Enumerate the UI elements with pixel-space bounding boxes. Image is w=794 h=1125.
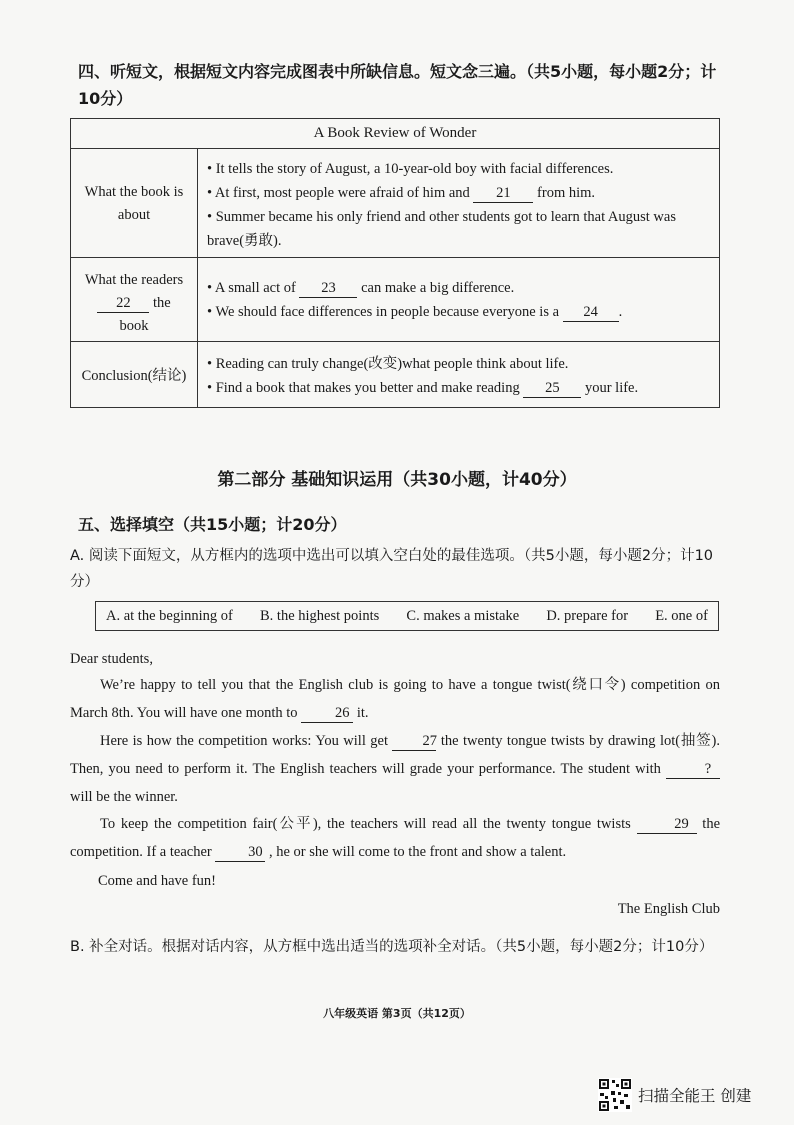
paragraph-text: To keep the competition fair(公平), the teachers will read all the twenty tongue twists bbox=[100, 816, 637, 832]
bullet-text: • Find a book that makes you better and make reading bbox=[207, 380, 524, 396]
bullet-text: from him. bbox=[533, 185, 596, 201]
blank-28[interactable]: ? bbox=[666, 761, 720, 779]
paragraph-text: Here is how the competition works: You will get bbox=[100, 733, 393, 749]
bullet-reading-change: • Reading can truly change(改变)what people think about life. bbox=[207, 356, 569, 372]
blank-23[interactable]: 23 bbox=[299, 280, 357, 298]
bullet-text: your life. bbox=[581, 380, 639, 396]
section-b-instruction: B. 补全对话。根据对话内容，从方框中选出适当的选项补全对话。（共5小题，每小题2分；计10分） bbox=[70, 939, 714, 955]
option-b[interactable]: B. the highest points bbox=[260, 607, 380, 624]
qr-code-icon bbox=[598, 1078, 632, 1112]
row-content-about bbox=[207, 157, 713, 253]
blank-22[interactable]: 22 bbox=[97, 295, 149, 313]
bullet-text: can make a big difference. bbox=[357, 280, 515, 296]
book-review-table bbox=[70, 118, 720, 408]
row-content-readers bbox=[207, 276, 713, 324]
bullet-text: . bbox=[618, 304, 623, 320]
blank-21[interactable]: 21 bbox=[473, 185, 533, 203]
row-content-conclusion bbox=[207, 352, 713, 400]
bullet-text: • We should face differences in people because everyone is a bbox=[207, 304, 563, 320]
bullet-find-book bbox=[207, 376, 713, 400]
table-divider bbox=[71, 257, 719, 258]
bullet-text: • A small act of bbox=[207, 280, 300, 296]
blank-25[interactable]: 25 bbox=[523, 380, 581, 398]
bullet-summer: • Summer became his only friend and other students got to learn that August was brave(勇敢). bbox=[207, 209, 676, 249]
paragraph-text: the competition. If a teacher bbox=[70, 816, 721, 860]
letter-paragraph-3 bbox=[70, 810, 720, 866]
paragraph-text: , he or she will come to the front and show a talent. bbox=[265, 844, 567, 860]
blank-26[interactable]: 26 bbox=[301, 705, 353, 723]
watermark-text: 扫描全能王 创建 bbox=[638, 1087, 752, 1105]
table-divider bbox=[71, 148, 719, 149]
page-footer: 八年级英语 第3页（共12页） bbox=[323, 1007, 471, 1020]
options-box bbox=[95, 601, 719, 631]
review-table-title: A Book Review of Wonder bbox=[313, 125, 477, 141]
section-a-instruction: A. 阅读下面短文，从方框内的选项中选出可以填入空白处的最佳选项。（共5小题，每小题2分；计10分） bbox=[70, 548, 714, 590]
blank-29[interactable]: 29 bbox=[637, 816, 697, 834]
letter-paragraph-1 bbox=[70, 671, 720, 727]
blank-27[interactable]: 27 bbox=[392, 733, 436, 751]
table-divider bbox=[71, 341, 719, 342]
row-label-conclusion: Conclusion(结论) bbox=[81, 368, 187, 384]
table-column-divider bbox=[197, 148, 198, 407]
letter-greeting: Dear students, bbox=[70, 651, 153, 667]
bullet-story: • It tells the story of August, a 10-year-old boy with facial differences. bbox=[207, 161, 614, 177]
option-c[interactable]: C. makes a mistake bbox=[406, 607, 520, 624]
option-e[interactable]: E. one of bbox=[655, 607, 708, 624]
option-d[interactable]: D. prepare for bbox=[546, 607, 629, 624]
paragraph-text: We’re happy to tell you that the English club is going to have a tongue twist(绕口令) competition on March 8th. You will have one month to bbox=[70, 677, 720, 721]
bullet-small-act bbox=[207, 276, 713, 300]
paragraph-text: the twenty tongue twists by drawing lot(抽签). Then, you need to perform it. The English teachers will grade your performance. The student with bbox=[70, 733, 720, 777]
paragraph-text: it. bbox=[353, 705, 369, 721]
blank-24[interactable]: 24 bbox=[563, 304, 619, 322]
label-text: book bbox=[119, 318, 149, 334]
bullet-text: • At first, most people were afraid of him and bbox=[207, 185, 474, 201]
letter-paragraph-2 bbox=[70, 727, 720, 811]
option-a[interactable]: A. at the beginning of bbox=[106, 607, 233, 624]
bullet-face-differences bbox=[207, 300, 713, 324]
paragraph-text: will be the winner. bbox=[70, 789, 178, 805]
row-label-readers bbox=[71, 269, 197, 338]
scanner-watermark bbox=[598, 1078, 751, 1112]
letter-closing: Come and have fun! bbox=[98, 873, 216, 889]
part-2-heading: 第二部分 基础知识运用（共30小题，计40分） bbox=[217, 470, 577, 490]
label-text: What the readers bbox=[84, 272, 184, 288]
section-5-heading: 五、选择填空（共15小题；计20分） bbox=[78, 515, 347, 534]
label-text: the bbox=[149, 295, 171, 311]
section-4-heading: 四、听短文，根据短文内容完成图表中所缺信息。短文念三遍。（共5小题，每小题2分；计10分） bbox=[78, 62, 717, 108]
blank-30[interactable]: 30 bbox=[215, 844, 265, 862]
bullet-afraid bbox=[207, 181, 713, 205]
row-label-about: What the book is about bbox=[84, 184, 184, 223]
letter-signature: The English Club bbox=[617, 901, 720, 917]
